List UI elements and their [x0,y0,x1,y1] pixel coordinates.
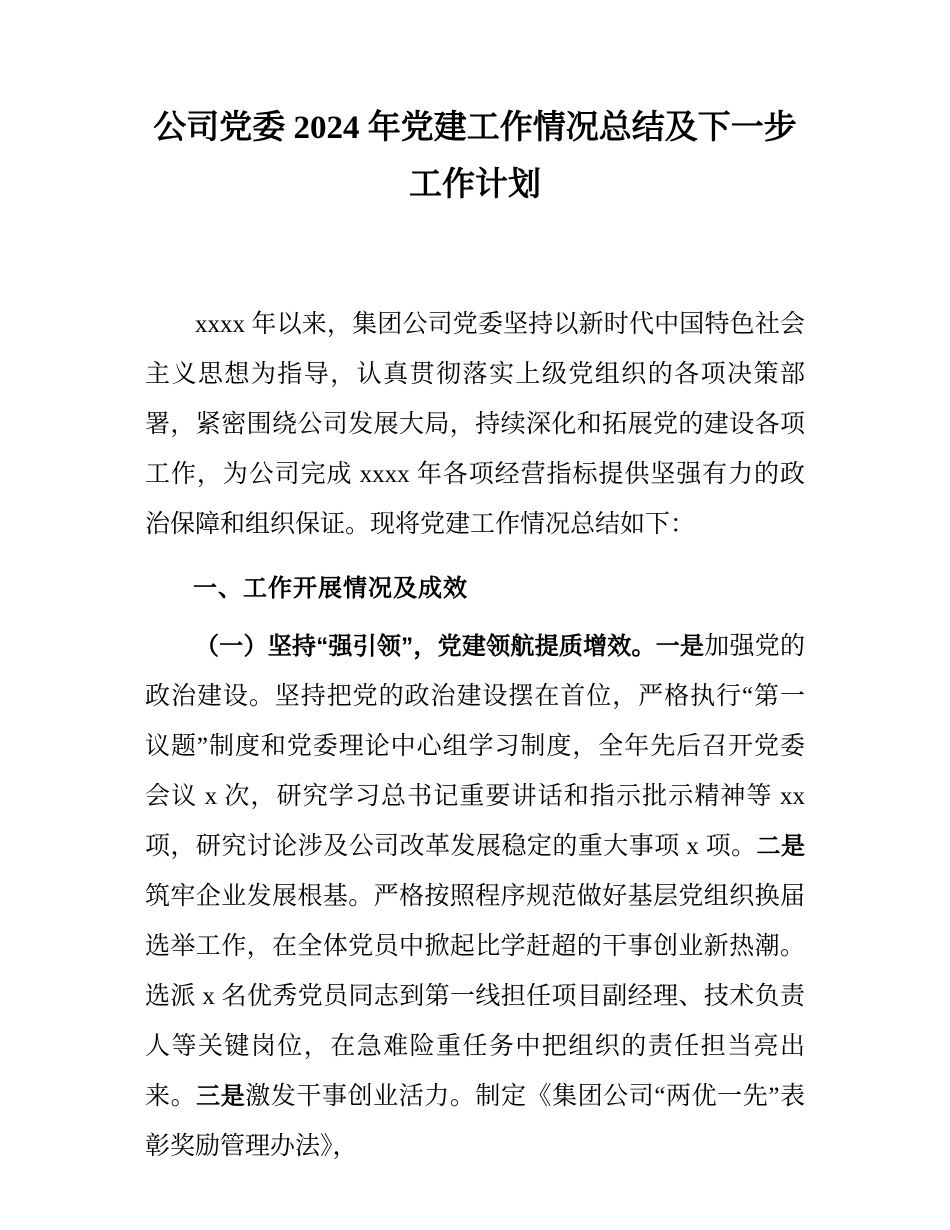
text-run: 三是 [196,1083,246,1110]
section-heading [145,564,805,614]
body-paragraph [145,300,805,550]
text-run: xxxx 年以来，集团公司党委坚持以新时代中国特色社会主义思想为指导，认真贯彻落实上级党组织的各项决策部署，紧密围绕公司发展大局，持续深化和拓展党的建设各项工作，为公司完成 xxxx 年各项经营指标提供坚强有力的政治保障和组织保证。现将党建工作情况总结如下： [145,311,805,538]
text-run: 二是 [756,833,805,860]
text-run: （一）坚持“强引领”，党建领航提质增效。一是 [195,633,705,660]
text-run: 筑牢企业发展根基。严格按照程序规范做好基层党组织换届选举工作，在全体党员中掀起比学赶超的干事创业新热潮。选派 x 名优秀党员同志到第一线担任项目副经理、技术负责人等关键岗位，在急难险重任务中把组织的责任担当亮出来。 [145,883,805,1110]
document-title: 公司党委 2024 年党建工作情况总结及下一步工作计划 [153,110,797,203]
body-paragraph [145,622,805,1172]
text-run: 加强党的政治建设。坚持把党的政治建设摆在首位，严格执行“第一议题”制度和党委理论中心组学习制度，全年先后召开党委会议 x 次，研究学习总书记重要讲话和指示批示精神等 xx 项，研究讨论涉及公司改革发展稳定的重大事项 x 项。 [145,633,805,860]
text-run: 一、工作开展情况及成效 [193,575,468,602]
document-body [145,300,805,1172]
text-run: 激发干事创业活力。制定《集团公司“两优一先”表彰奖励管理办法》， [145,1083,805,1160]
